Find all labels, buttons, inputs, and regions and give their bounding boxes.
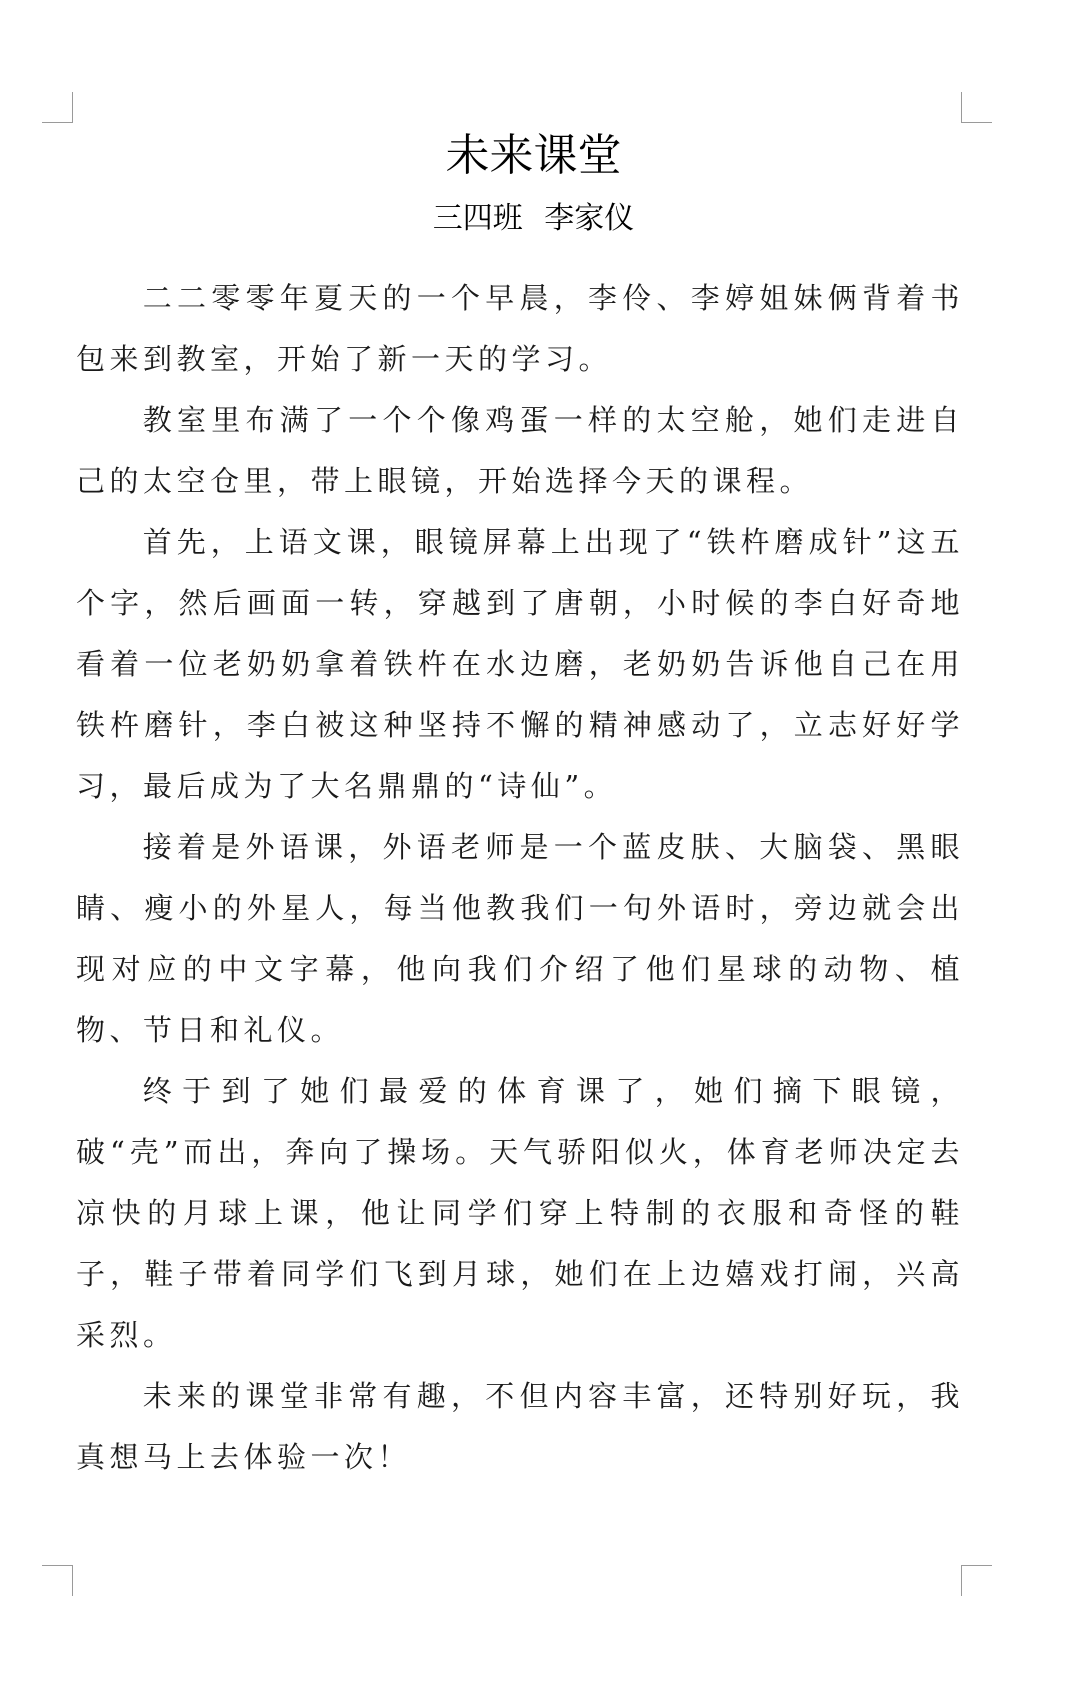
crop-mark-top-right: [961, 92, 992, 123]
document-title: 未来课堂: [445, 130, 622, 181]
essay-body: [76, 268, 964, 1488]
paragraph: 终于到了她们最爱的体育课了，她们摘下眼镜，破“壳”而出，奔向了操场。天气骄阳似火，体育老师决定去凉快的月球上课，他让同学们穿上特制的衣服和奇怪的鞋子，鞋子带着同学们飞到月球，她们在上边嬉戏打闹，兴高采烈。: [76, 1074, 964, 1352]
paragraph: 首先，上语文课，眼镜屏幕上出现了“铁杵磨成针”这五个字，然后画面一转，穿越到了唐朝，小时候的李白好奇地看着一位老奶奶拿着铁杵在水边磨，老奶奶告诉他自己在用铁杵磨针，李白被这种坚持不懈的精神感动了，立志好好学习，最后成为了大名鼎鼎的“诗仙”。: [76, 525, 964, 803]
crop-mark-bottom-left: [42, 1565, 73, 1596]
paragraph: 二二零零年夏天的一个早晨，李伶、李婷姐妹俩背着书包来到教室，开始了新一天的学习。: [76, 281, 964, 376]
paragraph: 教室里布满了一个个像鸡蛋一样的太空舱，她们走进自己的太空仓里，带上眼镜，开始选择今天的课程。: [76, 403, 964, 498]
crop-mark-bottom-right: [961, 1565, 992, 1596]
paragraph: 未来的课堂非常有趣，不但内容丰富，还特别好玩，我真想马上去体验一次！: [76, 1379, 964, 1474]
paragraph: 接着是外语课，外语老师是一个蓝皮肤、大脑袋、黑眼睛、瘦小的外星人，每当他教我们一句外语时，旁边就会出现对应的中文字幕，他向我们介绍了他们星球的动物、植物、节日和礼仪。: [76, 830, 964, 1047]
crop-mark-top-left: [42, 92, 73, 123]
author-byline: 三四班 李家仪: [432, 201, 635, 236]
